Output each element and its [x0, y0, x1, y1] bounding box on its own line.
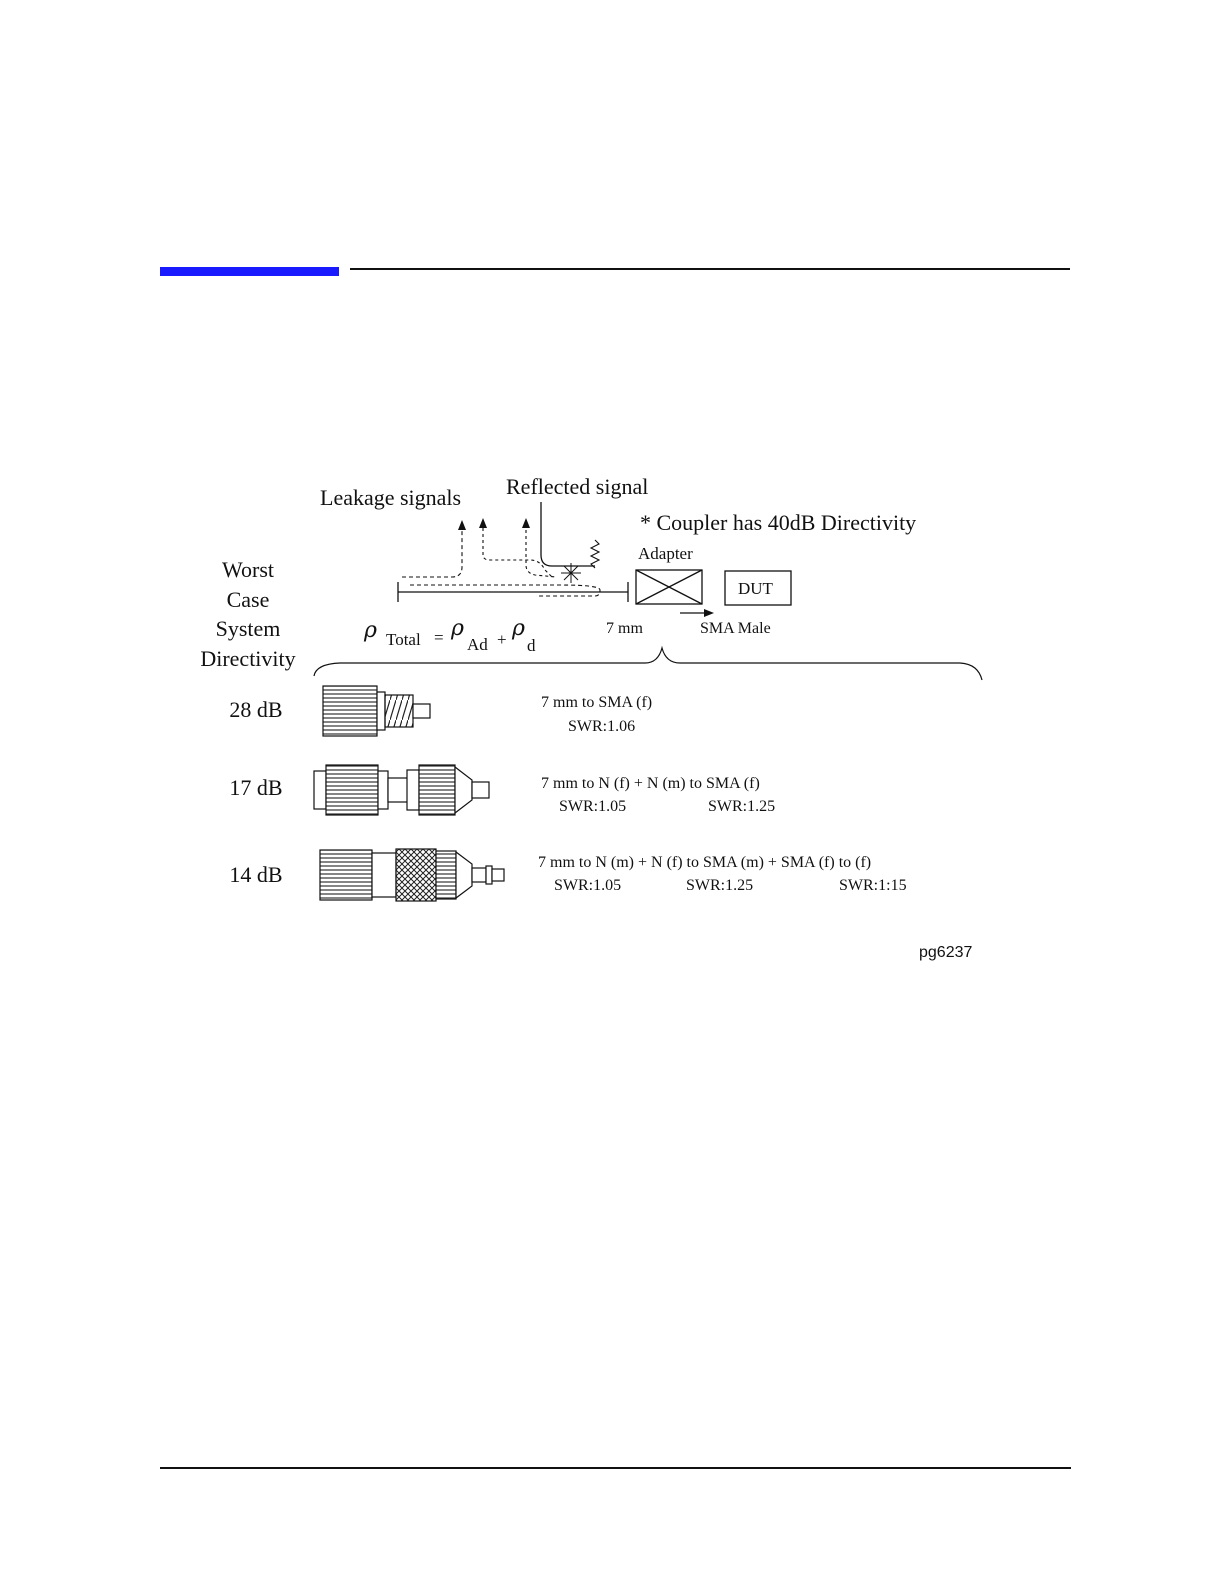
- row-swr-2: SWR:1.25: [686, 877, 754, 894]
- dut-label: DUT: [738, 579, 773, 598]
- rho-d-subscript: d: [527, 636, 536, 655]
- sma-arrow-head: [704, 609, 714, 617]
- figure-id: pg6237: [919, 944, 973, 961]
- rho-formula: [363, 616, 536, 655]
- leakage-arrow-2: [479, 518, 487, 528]
- row-directivity: 14 dB: [229, 862, 283, 887]
- coupling-junction: [561, 563, 581, 583]
- axis-title-line-3: System: [215, 616, 281, 641]
- connector-7mm-to-n-to-sma-to-sma-icon: [320, 849, 504, 901]
- leakage-signals-label: Leakage signals: [320, 485, 462, 510]
- leakage-arrow-3: [522, 518, 530, 528]
- row-swr-1: SWR:1.05: [554, 877, 622, 894]
- formula-plus: +: [497, 630, 507, 649]
- row-swr-2: SWR:1.25: [708, 798, 776, 815]
- reflected-signal-path: [541, 502, 595, 566]
- reflected-signal-label: Reflected signal: [506, 474, 649, 499]
- seven-mm-label: 7 mm: [606, 620, 643, 637]
- row-swr-1: SWR:1.06: [568, 718, 636, 735]
- adapter-box: [636, 570, 702, 604]
- row-swr-3: SWR:1:15: [839, 877, 907, 894]
- coupler-schematic: [398, 502, 628, 602]
- row-swr-1: SWR:1.05: [559, 798, 627, 815]
- row-directivity: 28 dB: [229, 697, 283, 722]
- row-description: 7 mm to SMA (f): [541, 694, 653, 711]
- row-28db: [229, 686, 652, 736]
- sma-male-label: SMA Male: [700, 620, 771, 637]
- row-description: 7 mm to N (m) + N (f) to SMA (m) + SMA (f) to (f): [538, 854, 872, 871]
- row-description: 7 mm to N (f) + N (m) to SMA (f): [541, 775, 760, 792]
- grouping-brace: [314, 648, 982, 680]
- termination-resistor: [591, 540, 599, 568]
- leakage-path-1: [402, 524, 462, 577]
- rho-ad-symbol: ρ: [451, 616, 464, 641]
- axis-title-line-2: Case: [226, 587, 270, 612]
- leakage-arrow-1: [458, 520, 466, 530]
- rho-total-symbol: ρ: [364, 618, 377, 643]
- row-directivity: 17 dB: [229, 775, 283, 800]
- row-14db: [229, 849, 906, 901]
- adapter-label: Adapter: [638, 544, 693, 563]
- rho-ad-subscript: Ad: [467, 635, 488, 654]
- connector-7mm-to-sma-f-icon: [323, 686, 430, 736]
- rho-total-subscript: Total: [386, 630, 421, 649]
- row-17db: [229, 765, 775, 815]
- axis-title-line-4: Directivity: [200, 646, 296, 671]
- axis-title-line-1: Worst: [221, 557, 275, 582]
- coupler-note: * Coupler has 40dB Directivity: [640, 510, 917, 535]
- formula-equals: =: [434, 628, 444, 647]
- connector-7mm-to-n-to-sma-icon: [314, 765, 489, 815]
- leakage-path-loop: [410, 585, 600, 596]
- rho-d-symbol: ρ: [512, 616, 525, 641]
